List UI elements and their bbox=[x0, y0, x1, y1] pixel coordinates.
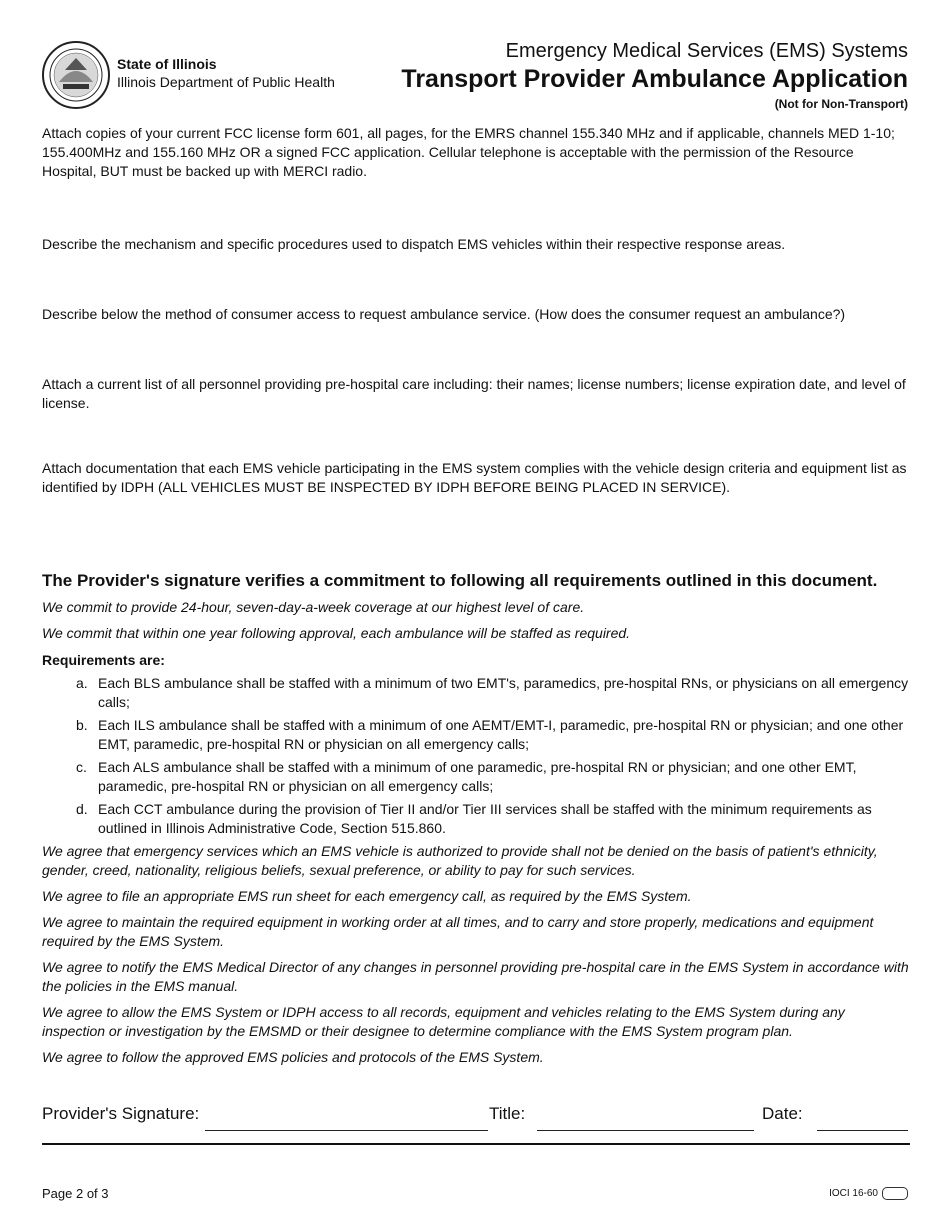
agency-department-name: Illinois Department of Public Health bbox=[117, 74, 335, 90]
agreement-run-sheet: We agree to file an appropriate EMS run sheet for each emergency call, as required by the EMS System. bbox=[42, 888, 692, 904]
requirement-letter: d. bbox=[76, 801, 88, 817]
date-field[interactable] bbox=[817, 1130, 908, 1131]
form-code-text: IOCI 16-60 bbox=[829, 1188, 878, 1199]
requirement-text: Each ALS ambulance shall be staffed with a minimum of one paramedic, pre-hospital RN or physician; and one other EMT, paramedic, pre-hospital RN or physician on all emergency calls; bbox=[98, 759, 857, 794]
state-seal-logo bbox=[41, 40, 111, 110]
date-label: Date: bbox=[762, 1104, 803, 1123]
agency-state-name: State of Illinois bbox=[117, 56, 217, 72]
instruction-fcc-license: Attach copies of your current FCC license form 601, all pages, for the EMRS channel 155.340 MHz and if applicable, channels MED 1-10; 155.400MHz and 155.160 MHz OR a signed FCC application. Cellular telephone is acceptable with the permission of the Resource Hospital, BUT must be backed up with MERCI radio. bbox=[42, 125, 895, 179]
requirement-item bbox=[76, 758, 910, 796]
form-code bbox=[829, 1187, 908, 1200]
requirement-text: Each BLS ambulance shall be staffed with a minimum of two EMT's, paramedics, pre-hospital RNs, or physicians on all emergency calls; bbox=[98, 675, 909, 710]
instruction-dispatch-procedures: Describe the mechanism and specific procedures used to dispatch EMS vehicles within their respective response areas. bbox=[42, 236, 786, 252]
provider-signature-field[interactable] bbox=[205, 1130, 488, 1131]
commitment-heading: The Provider's signature verifies a commitment to following all requirements outlined in this document. bbox=[42, 571, 878, 590]
page-number: Page 2 of 3 bbox=[42, 1186, 109, 1201]
requirement-letter: c. bbox=[76, 759, 87, 775]
title-label: Title: bbox=[489, 1104, 526, 1123]
requirement-letter: a. bbox=[76, 675, 88, 691]
requirements-heading: Requirements are: bbox=[42, 652, 165, 668]
instruction-personnel-list: Attach a current list of all personnel providing pre-hospital care including: their names; license numbers; license expiration date, and level of license. bbox=[42, 376, 906, 411]
agreement-notify-director: We agree to notify the EMS Medical Director of any changes in personnel providing pre-hospital care in the EMS System in accordance with the policies in the EMS manual. bbox=[42, 959, 909, 994]
agreement-nondiscrimination: We agree that emergency services which an EMS vehicle is authorized to provide shall not be denied on the basis of patient's ethnicity, gender, creed, nationality, religious beliefs, sexual preference, or ability to pay for such services. bbox=[42, 843, 878, 878]
agreement-policies: We agree to follow the approved EMS policies and protocols of the EMS System. bbox=[42, 1049, 544, 1065]
union-bug-icon bbox=[882, 1187, 908, 1200]
footer-divider bbox=[42, 1143, 910, 1145]
requirement-letter: b. bbox=[76, 717, 88, 733]
requirement-item bbox=[76, 674, 910, 712]
commitment-staffing: We commit that within one year following approval, each ambulance will be staffed as required. bbox=[42, 625, 631, 641]
form-title: Transport Provider Ambulance Application bbox=[401, 65, 908, 93]
requirement-text: Each ILS ambulance shall be staffed with a minimum of one AEMT/EMT-I, paramedic, pre-hospital RN or physician; and one other EMT, paramedic, pre-hospital RN or physician on all emergency calls; bbox=[98, 717, 904, 752]
agreement-access-records: We agree to allow the EMS System or IDPH access to all records, equipment and vehicles relating to the EMS System during any inspection or investigation by the EMSMD or their designee to determine compliance with the EMS System program plan. bbox=[42, 1004, 845, 1039]
commitment-coverage: We commit to provide 24-hour, seven-day-a-week coverage at our highest level of care. bbox=[42, 599, 585, 615]
requirement-text: Each CCT ambulance during the provision of Tier II and/or Tier III services shall be staffed with the minimum requirements as outlined in Illinois Administrative Code, Section 515.860. bbox=[98, 801, 872, 836]
title-field[interactable] bbox=[537, 1130, 754, 1131]
instruction-vehicle-documentation: Attach documentation that each EMS vehicle participating in the EMS system complies with the vehicle design criteria and equipment list as identified by IDPH (ALL VEHICLES MUST BE INSPECTED BY IDPH BEFORE BEING PLACED IN SERVICE). bbox=[42, 460, 907, 495]
agreement-equipment: We agree to maintain the required equipment in working order at all times, and to carry and store properly, medications and equipment required by the EMS System. bbox=[42, 914, 874, 949]
requirement-item bbox=[76, 800, 910, 838]
instruction-consumer-access: Describe below the method of consumer access to request ambulance service. (How does the consumer request an ambulance?) bbox=[42, 306, 846, 322]
provider-signature-label: Provider's Signature: bbox=[42, 1104, 200, 1123]
header-program-name: Emergency Medical Services (EMS) Systems bbox=[505, 40, 908, 62]
requirement-item bbox=[76, 716, 910, 754]
form-subtitle-note: (Not for Non-Transport) bbox=[774, 97, 908, 111]
